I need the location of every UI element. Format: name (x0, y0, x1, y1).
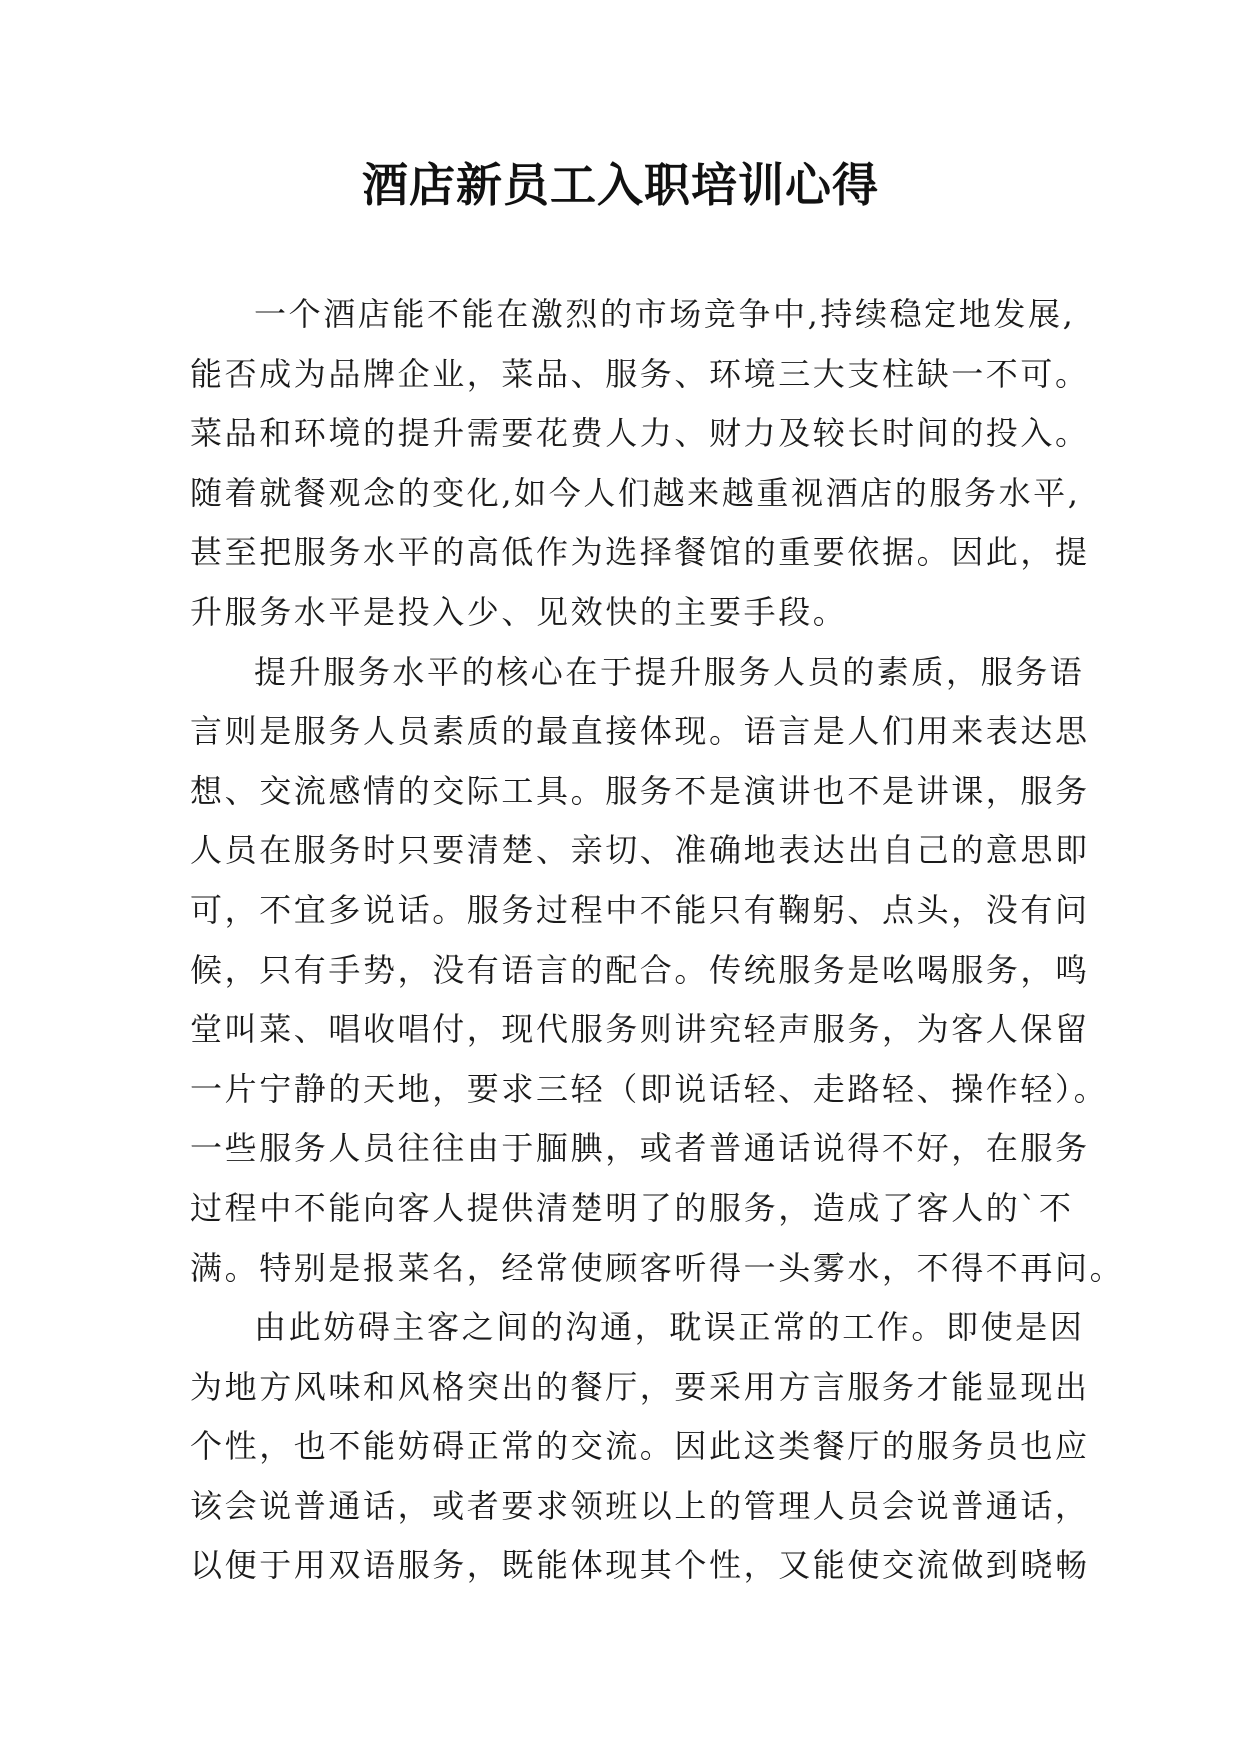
paragraph-1 (190, 285, 1090, 643)
paragraph-line: 一个酒店能不能在激烈的市场竞争中,持续稳定地发展, (254, 295, 1076, 333)
paragraph-3 (190, 1298, 1090, 1596)
paragraph-line: 甚至把服务水平的高低作为选择餐馆的重要依据。因此，提 (190, 533, 1090, 572)
paragraph-line: 由此妨碍主客之间的沟通，耽误正常的工作。即使是因 (254, 1308, 1085, 1347)
paragraph-line: 满。特别是报菜名，经常使顾客听得一头雾水，不得不再问。 (190, 1248, 1125, 1287)
paragraph-line: 言则是服务人员素质的最直接体现。语言是人们用来表达思 (190, 712, 1090, 751)
paragraph-line: 堂叫菜、唱收唱付，现代服务则讲究轻声服务，为客人保留 (190, 1010, 1090, 1049)
paragraph-line: 一些服务人员往往由于腼腆，或者普通话说得不好，在服务 (190, 1129, 1090, 1168)
paragraph-line: 个性，也不能妨碍正常的交流。因此这类餐厅的服务员也应 (190, 1427, 1090, 1466)
paragraph-line: 可，不宜多说话。服务过程中不能只有鞠躬、点头，没有问 (190, 890, 1090, 929)
paragraph-line: 提升服务水平的核心在于提升服务人员的素质，服务语 (254, 652, 1085, 691)
paragraph-line: 以便于用双语服务，既能体现其个性，又能使交流做到晓畅 (190, 1546, 1090, 1585)
paragraph-line: 该会说普通话，或者要求领班以上的管理人员会说普通话， (190, 1486, 1090, 1525)
paragraph-line: 人员在服务时只要清楚、亲切、准确地表达出自己的意思即 (190, 831, 1090, 870)
paragraph-line: 能否成为品牌企业，菜品、服务、环境三大支柱缺一不可。 (190, 354, 1090, 393)
paragraph-2 (190, 643, 1125, 1299)
paragraph-line: 一片宁静的天地，要求三轻（即说话轻、走路轻、操作轻）。 (190, 1069, 1109, 1108)
paragraph-line: 想、交流感情的交际工具。服务不是演讲也不是讲课，服务 (190, 771, 1090, 810)
paragraph-line: 过程中不能向客人提供清楚明了的服务，造成了客人的`不 (190, 1188, 1074, 1227)
document-title: 酒店新员工入职培训心得 (362, 158, 879, 212)
paragraph-line: 随着就餐观念的变化,如今人们越来越重视酒店的服务水平, (190, 473, 1081, 512)
paragraph-line: 为地方风味和风格突出的餐厅，要采用方言服务才能显现出 (190, 1367, 1090, 1406)
paragraph-line: 候，只有手势，没有语言的配合。传统服务是吆喝服务，鸣 (190, 950, 1090, 989)
document-body (190, 285, 1125, 1596)
paragraph-line: 升服务水平是投入少、见效快的主要手段。 (190, 592, 848, 631)
paragraph-line: 菜品和环境的提升需要花费人力、财力及较长时间的投入。 (190, 414, 1090, 453)
